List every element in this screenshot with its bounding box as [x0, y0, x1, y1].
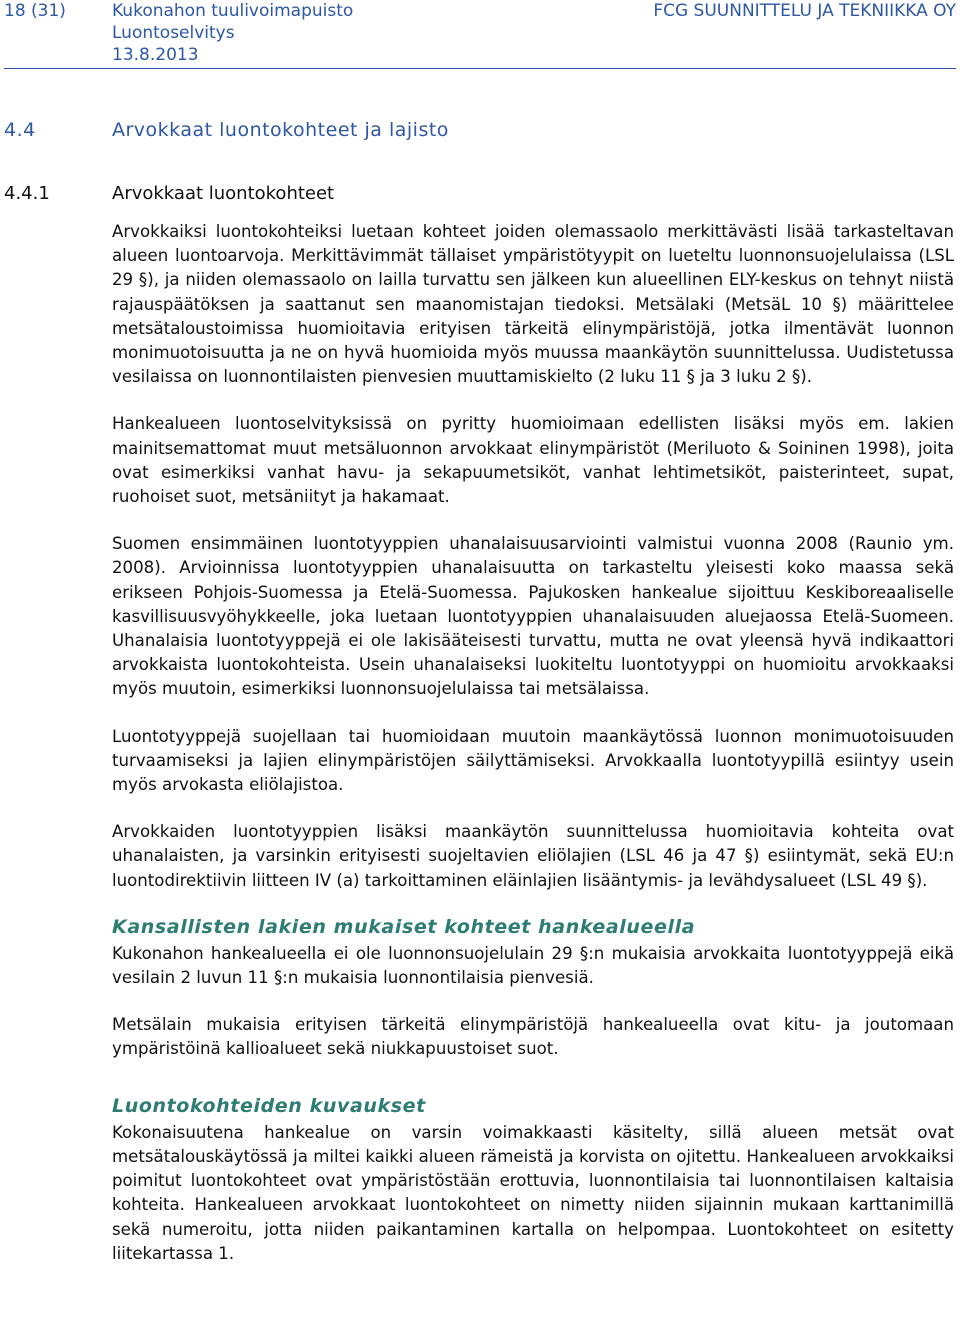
- paragraph-2: Hankealueen luontoselvityksissä on pyritty huomioimaan edellisten lisäksi myös em. lakien mainitsemattomat muut metsäluonnon arvokkaat elinympäristöt (Meriluoto & Soininen 1998), joita ovat esimerkiksi vanhat havu- ja sekapuumetsiköt, vanhat lehtimetsiköt, paisterinteet, supat, ruohoiset suot, metsäniityt ja hakamaat.: [112, 414, 954, 507]
- subheading-descriptions: Luontokohteiden kuvaukset: [112, 1094, 426, 1117]
- paragraph-1: Arvokkaiksi luontokohteiksi luetaan kohteet joiden olemassaolo merkittävästi lisää tarkasteltavan alueen luontoarvoja. Merkittävimmät tällaiset ympäristötyypit on lueteltu luonnonsuojelulaissa (LSL 29 §), ja niiden olemassaolo on lailla turvattu sen jälkeen kun alueellinen ELY-keskus on tehnyt niistä rajauspäätöksen ja saattanut sen maanomistajan tiedoksi. Metsälaki (MetsäL 10 §) määrittelee metsätaloustoimissa huomioitavia erityisen tärkeitä elinympäristöjä, jotka ilmentävät luonnon monimuotoisuutta ja ne on hyvä huomioida myös muussa maankäytön suunnittelussa. Uudistetussa vesilaissa on luonnontilaisten pienvesien muuttamiskielto (2 luku 11 § ja 3 luku 2 §).: [112, 222, 954, 387]
- body-text: [112, 220, 954, 1266]
- document-info: [112, 0, 353, 66]
- paragraph-4: Luontotyyppejä suojellaan tai huomioidaan muutoin maankäytössä luonnon monimuotoisuuden turvaamiseksi ja lajien elinympäristöjen säilyttämiseksi. Arvokkaalla luontotyypillä esiintyy usein myös arvokasta eliölajistoa.: [112, 726, 954, 795]
- document-subtitle: Luontoselvitys: [112, 23, 235, 43]
- document-title: Kukonahon tuulivoimapuisto: [112, 1, 354, 21]
- paragraph-8: Kokonaisuutena hankealue on varsin voimakkaasti käsitelty, sillä alueen metsät ovat metsätalouskäytössä ja miltei kaikki alueen rämeistä ja korvista on ojitettu. Hankealueen arvokkaiksi poimitut luontokohteet ovat ympäristöstään erottuvia, luonnontilaisia tai luonnontilaisen kaltaisia kohteita. Hankealueen arvokkaat luontokohteet on nimetty niiden sijainnin mukaan karttanimillä sekä numeroitu, jotta niiden paikantaminen kartalla on helpompaa. Luontokohteet on esitetty liitekartassa 1.: [112, 1122, 954, 1263]
- document-date: 13.8.2013: [112, 45, 199, 65]
- section-title: Arvokkaat luontokohteet ja lajisto: [112, 119, 449, 141]
- paragraph-6: Kukonahon hankealueella ei ole luonnonsuojelulain 29 §:n mukaisia arvokkaita luontotyyppejä eikä vesilain 2 luvun 11 §:n mukaisia luonnontilaisia pienvesiä.: [112, 943, 954, 988]
- header-divider: [4, 68, 956, 69]
- subsection-title: Arvokkaat luontokohteet: [112, 183, 335, 204]
- subsection-heading: [4, 183, 334, 204]
- subsection-number: 4.4.1: [4, 183, 50, 204]
- paragraph-3: Suomen ensimmäinen luontotyyppien uhanalaisuusarviointi valmistui vuonna 2008 (Raunio ym. 2008). Arvioinnissa luontotyyppien uhanalaisuutta on tarkasteltu yleisesti koko maassa sekä erikseen Pohjois-Suomessa ja Etelä-Suomessa. Pajukosken hankealue sijoittuu Keskiboreaaliselle kasvillisuusvyöhykkeelle, joka luetaan luontotyyppien uhanalaisuuden aluejaossa Etelä-Suomeen. Uhanalaisia luontotyyppejä ei ole lakisääteisesti turvattu, mutta ne ovat yleensä hyvä indikaattori arvokkaista luontokohteista. Usein uhanalaiseksi luokiteltu luontotyyppi on huomioitu arvokkaaksi myös muutoin, esimerkiksi luonnonsuojelulaissa tai metsälaissa.: [112, 534, 954, 699]
- company-name: FCG SUUNNITTELU JA TEKNIIKKA OY: [653, 1, 956, 21]
- section-number: 4.4: [4, 119, 36, 141]
- page-number: 18 (31): [4, 1, 66, 21]
- page-header: [0, 0, 960, 70]
- section-heading: [4, 119, 449, 141]
- subheading-national-laws: Kansallisten lakien mukaiset kohteet hankealueella: [112, 915, 696, 938]
- paragraph-7: Metsälain mukaisia erityisen tärkeitä elinympäristöjä hankealueella ovat kitu- ja joutomaan ympäristöinä kallioalueet sekä niukkapuustoiset suot.: [112, 1015, 954, 1059]
- paragraph-5: Arvokkaiden luontotyyppien lisäksi maankäytön suunnittelussa huomioitavia kohteita ovat uhanalaisten, ja varsinkin erityisesti suojeltavien eliölajien (LSL 46 ja 47 §) esiintymät, sekä EU:n luontodirektiivin liitteen IV (a) tarkoittaminen eläinlajien lisääntymis- ja levähdysalueet (LSL 49 §).: [112, 822, 954, 890]
